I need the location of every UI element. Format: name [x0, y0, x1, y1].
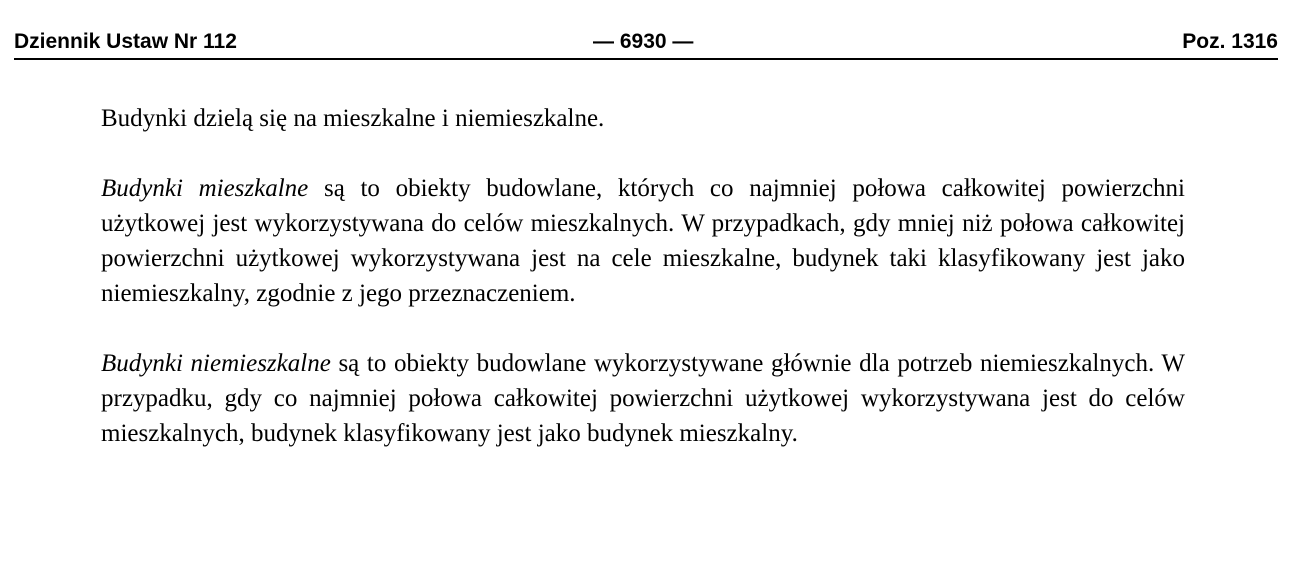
paragraph-residential [101, 171, 1185, 311]
journal-title: Dziennik Ustaw Nr 112 [14, 30, 237, 53]
document-body [101, 101, 1185, 451]
position-number: Poz. 1316 [1182, 30, 1278, 53]
paragraph-intro: Budynki dzielą się na mieszkalne i niemieszkalne. [101, 105, 605, 132]
term-nonresidential: Budynki niemieszkalne [101, 350, 331, 377]
term-residential: Budynki mieszkalne [101, 175, 309, 202]
definition-nonresidential: są to obiekty budowlane wykorzystywane głównie dla potrzeb niemieszkalnych. W przypadku, gdy co najmniej połowa całkowitej powierzchni użytkowej wykorzystywana jest do celów mieszkalnych, budynek klasyfikowany jest jako budynek mieszkalny. [101, 350, 1185, 447]
page-header [14, 30, 1278, 60]
paragraph-nonresidential [101, 346, 1185, 451]
definition-residential: są to obiekty budowlane, których co najmniej połowa całkowitej powierzchni użytkowej jest wykorzystywana do celów mieszkalnych. W przypadkach, gdy mniej niż połowa całkowitej powierzchni użytkowej wykorzystywana jest na cele mieszkalne, budynek taki klasyfikowany jest jako niemieszkalny, zgodnie z jego przeznaczeniem. [101, 175, 1186, 307]
page-number: — 6930 — [593, 30, 694, 53]
